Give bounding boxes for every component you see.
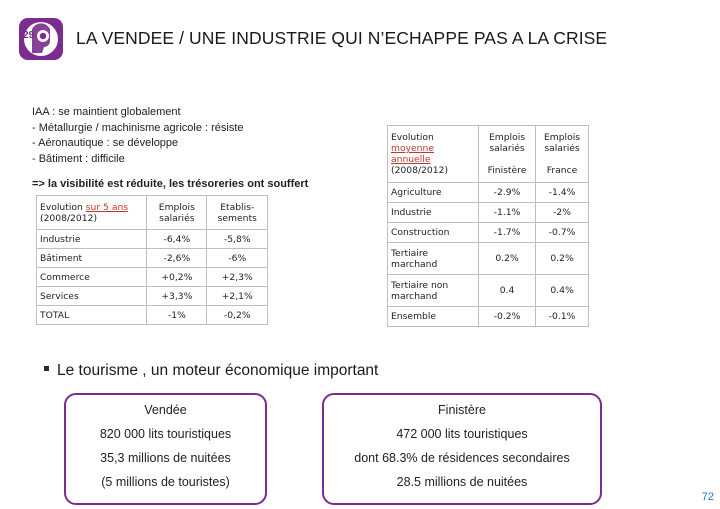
page-title: LA VENDEE / UNE INDUSTRIE QUI N’ECHAPPE PAS A LA CRISE [76, 28, 608, 48]
sector-cell: TOTAL [37, 306, 147, 325]
sector-cell: Services [37, 287, 147, 306]
table-row [37, 249, 268, 268]
etab-cell: +2,3% [207, 268, 268, 287]
table-row [388, 275, 589, 307]
vendee-tourism-box [64, 393, 267, 505]
sector-cell: Tertiaire marchand [388, 243, 479, 275]
vendee-evolution-table [36, 195, 268, 325]
table-header-row [37, 196, 268, 230]
emplois-cell: -6,4% [147, 230, 207, 249]
finistere-cell: -2.9% [479, 183, 536, 203]
finistere-cell: 0.2% [479, 243, 536, 275]
sector-cell: Industrie [388, 203, 479, 223]
sector-cell: Industrie [37, 230, 147, 249]
page-number: 72 [701, 491, 714, 503]
france-cell: 0.4% [536, 275, 589, 307]
department-logo-icon [18, 17, 64, 61]
etab-cell: +2,1% [207, 287, 268, 306]
header-france: Emplois salariés France [536, 126, 589, 183]
etab-cell: -5,8% [207, 230, 268, 249]
emplois-cell: -1% [147, 306, 207, 325]
box-title: Finistère [438, 403, 486, 417]
finistere-cell: -0.2% [479, 307, 536, 327]
sector-cell: Construction [388, 223, 479, 243]
box-line: 472 000 lits touristiques [396, 427, 528, 441]
finistere-cell: 0.4 [479, 275, 536, 307]
box-line: dont 68.3% de résidences secondaires [354, 451, 570, 465]
table-row [388, 307, 589, 327]
france-cell: -0.1% [536, 307, 589, 327]
box-line: 35,3 millions de nuitées [100, 451, 231, 465]
header-etablissements: Etablis-sements [207, 196, 268, 230]
etab-cell: -6% [207, 249, 268, 268]
emplois-cell: +0,2% [147, 268, 207, 287]
sector-cell: Ensemble [388, 307, 479, 327]
sector-cell: Agriculture [388, 183, 479, 203]
table-row [388, 183, 589, 203]
header-label: Evolution sur 5 ans (2008/2012) [37, 196, 147, 230]
bullet-square-icon [44, 366, 49, 371]
table-row [37, 287, 268, 306]
header-label: Evolution moyenne annuelle (2008/2012) [388, 126, 479, 183]
table-row [388, 223, 589, 243]
intro-line: - Aéronautique : se développe [32, 137, 179, 149]
table-row [388, 203, 589, 223]
emplois-cell: -2,6% [147, 249, 207, 268]
france-cell: 0.2% [536, 243, 589, 275]
logo-number: 29 [23, 30, 35, 41]
sector-cell: Tertiaire non marchand [388, 275, 479, 307]
etab-cell: -0,2% [207, 306, 268, 325]
intro-line: - Métallurgie / machinisme agricole : résiste [32, 121, 244, 134]
table-row [37, 230, 268, 249]
sector-cell: Bâtiment [37, 249, 147, 268]
box-line: 28.5 millions de nuitées [396, 475, 528, 489]
finistere-tourism-box [322, 393, 602, 505]
finistere-cell: -1.7% [479, 223, 536, 243]
intro-line: - Bâtiment : difficile [32, 152, 125, 165]
box-line: (5 millions de touristes) [101, 475, 230, 489]
finistere-cell: -1.1% [479, 203, 536, 223]
tourism-heading: Le tourisme , un moteur économique important [44, 362, 378, 380]
header-emplois: Emplois salariés [147, 196, 207, 230]
intro-line: IAA : se maintient globalement [32, 106, 181, 118]
intro-conclusion: => la visibilité est réduite, les trésoreries ont souffert [32, 178, 309, 190]
table-row [37, 306, 268, 325]
france-cell: -1.4% [536, 183, 589, 203]
box-title: Vendée [144, 403, 187, 417]
sector-cell: Commerce [37, 268, 147, 287]
france-cell: -0.7% [536, 223, 589, 243]
table-row [388, 243, 589, 275]
table-row [37, 268, 268, 287]
intro-text [32, 105, 308, 193]
france-cell: -2% [536, 203, 589, 223]
table-header-row [388, 126, 589, 183]
emplois-cell: +3,3% [147, 287, 207, 306]
finistere-france-table [387, 125, 589, 327]
box-line: 820 000 lits touristiques [99, 427, 232, 441]
header-finistere: Emplois salariés Finistère [479, 126, 536, 183]
